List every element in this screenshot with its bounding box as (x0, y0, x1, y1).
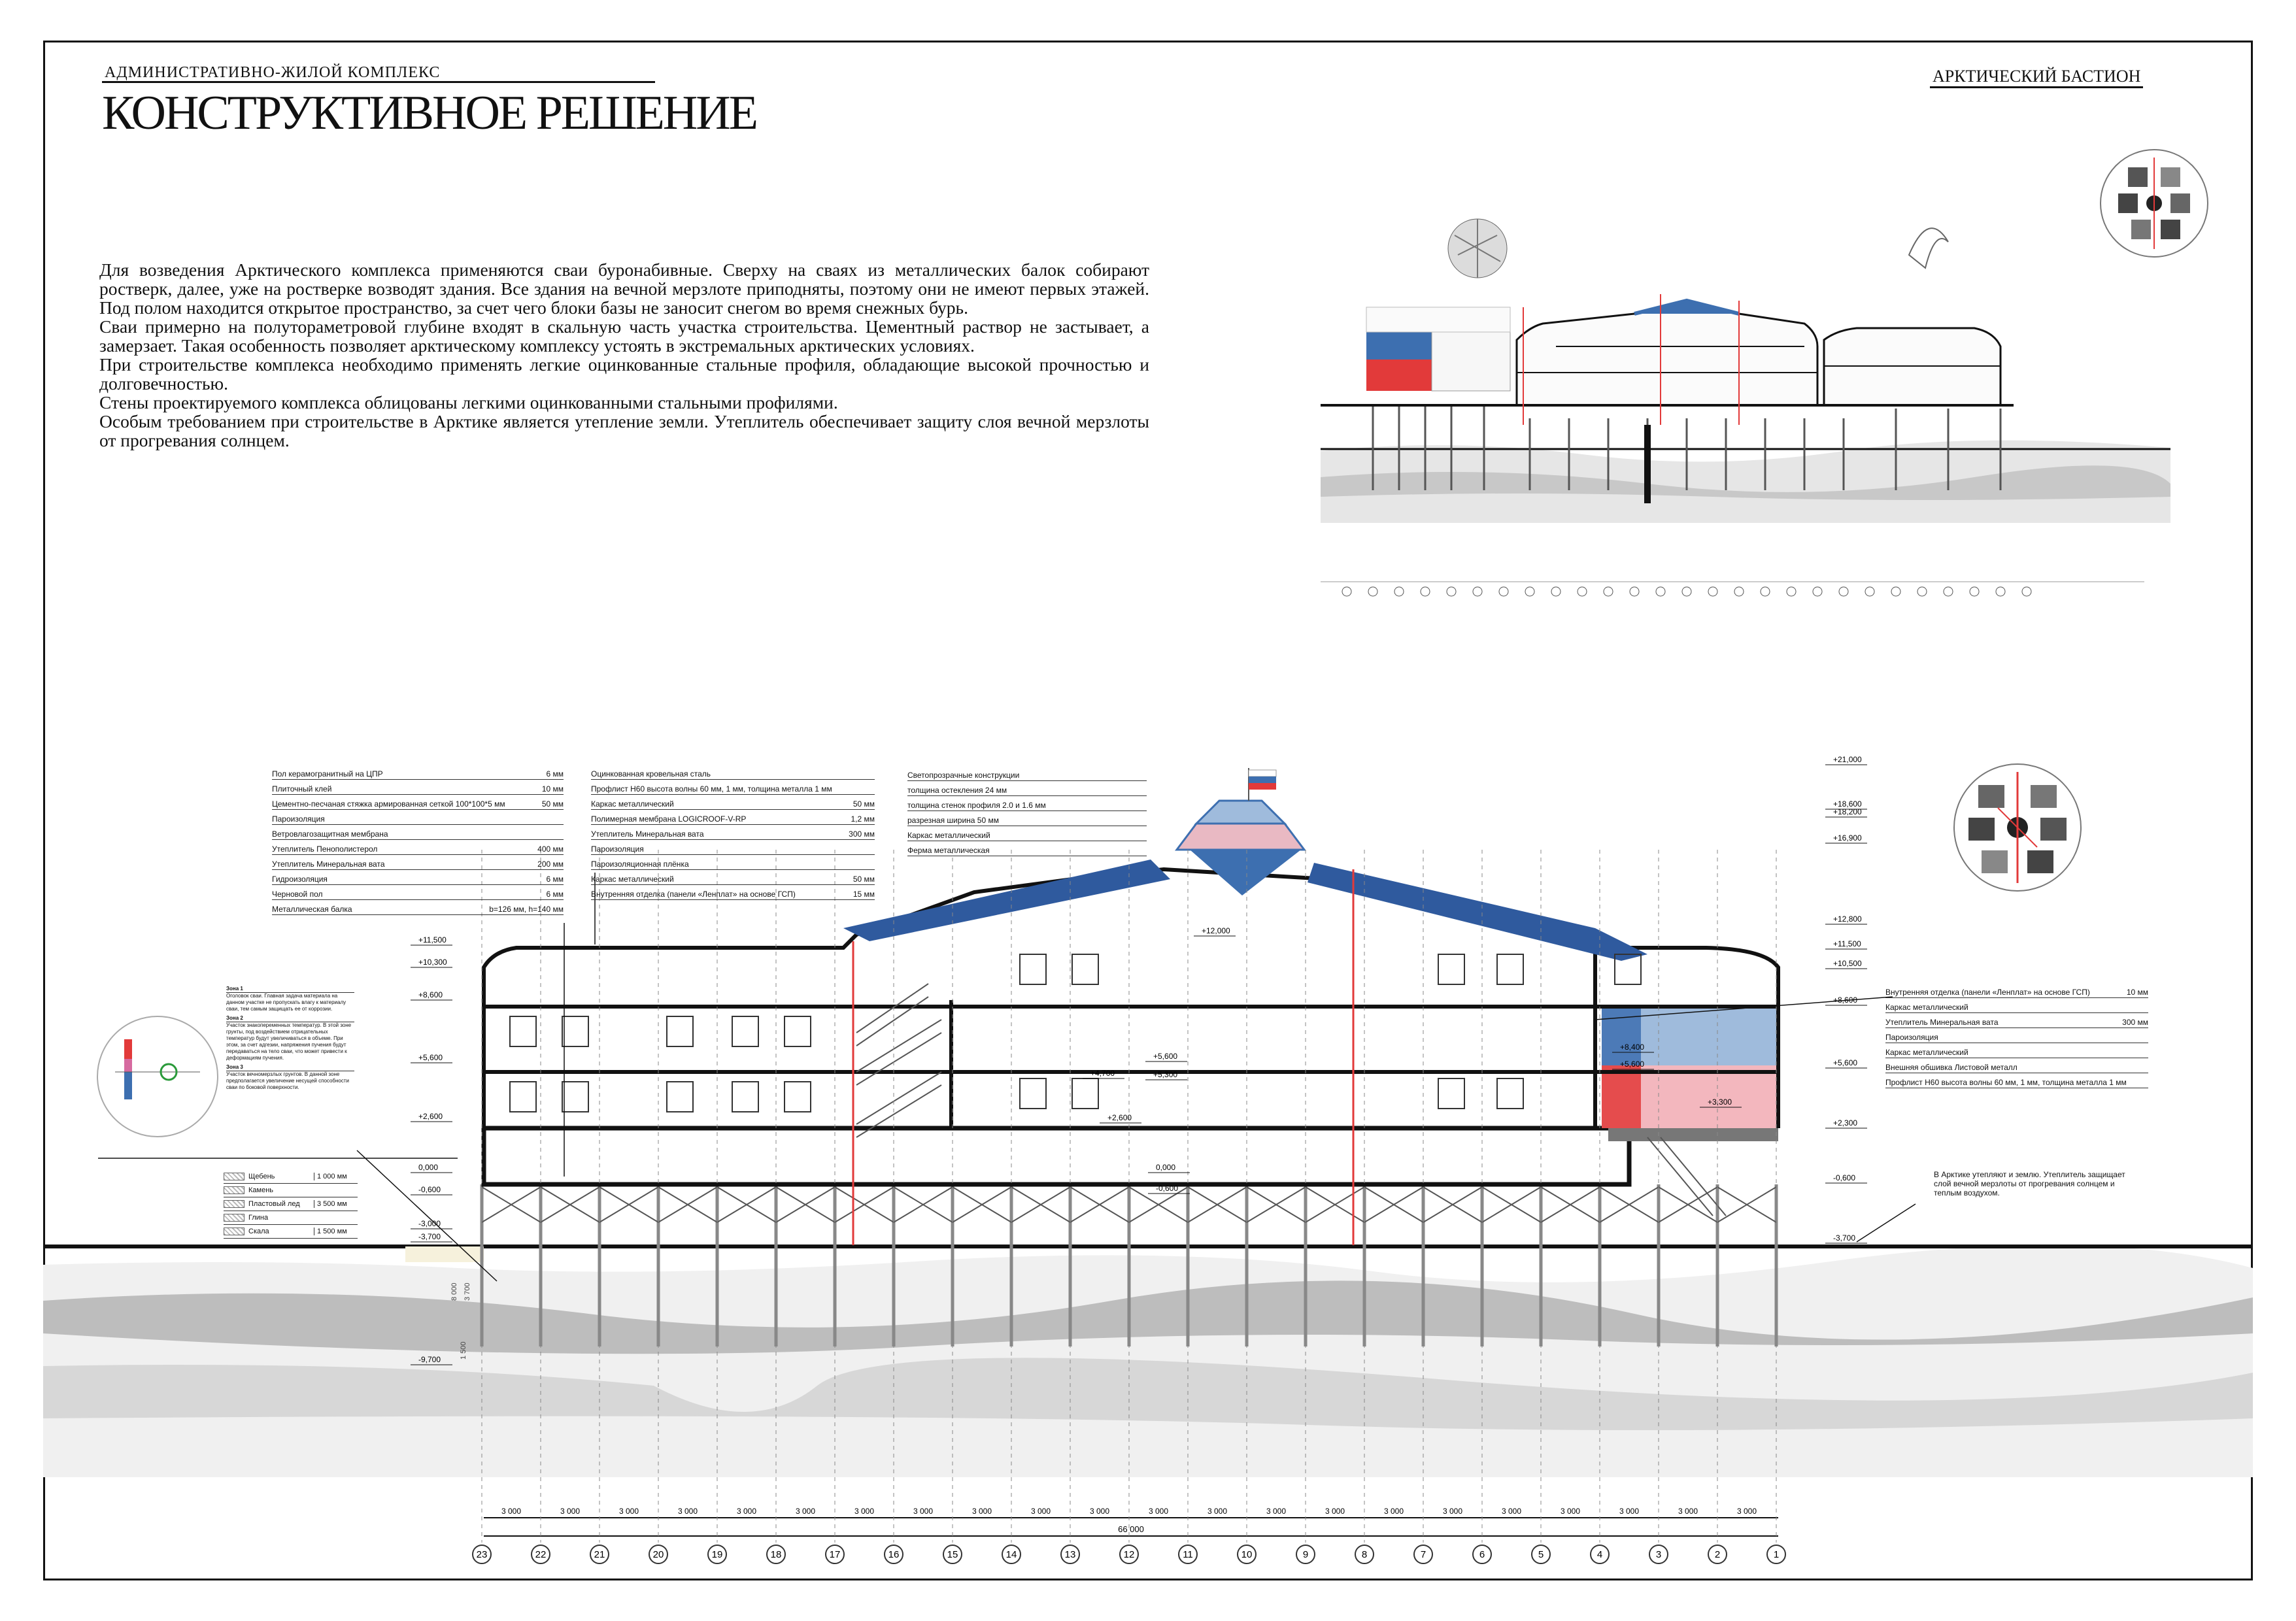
spec-item-value: 10 мм (2126, 988, 2148, 997)
window (1438, 1078, 1464, 1109)
soil-swatch (224, 1173, 245, 1180)
level-label: -3,000 (418, 1219, 441, 1228)
level-label: +21,000 (1833, 755, 1862, 764)
spacing-label: 3 000 (1089, 1507, 1110, 1516)
level-label: +2,600 (418, 1112, 443, 1121)
spacing-label: 3 000 (618, 1507, 639, 1516)
spec-item-name: Плиточный клей (272, 784, 332, 794)
spec-row (591, 795, 875, 810)
spec-item-value: 1,2 мм (851, 814, 875, 824)
grid-axis-label: 18 (770, 1549, 782, 1560)
soil-row (224, 1197, 358, 1211)
grid-axis-label: 2 (1714, 1549, 1721, 1560)
description-paragraph: При строительстве комплекса необходимо применять легкие оцинкованные стальные профиля, обладающие высокой прочностью и долговечностью. (99, 354, 1149, 393)
grid-axis-label: 8 (1361, 1549, 1368, 1560)
spec-row (272, 765, 564, 780)
spec-item-name: Пол керамогранитный на ЦПР (272, 769, 383, 778)
level-label: +10,300 (418, 958, 447, 967)
window (1072, 1078, 1098, 1109)
level-label: +18,600 (1833, 799, 1862, 809)
spec-row (591, 765, 875, 780)
soil-name: Камень (248, 1186, 274, 1194)
soil-name: Глина (248, 1214, 269, 1222)
soil-dim-label: 8 000 (450, 1282, 458, 1301)
description-paragraph: Стены проектируемого комплекса облицованы легкими оцинкованными стальными профилями. (99, 392, 838, 412)
level-label: +2,600 (1107, 1113, 1132, 1122)
soil-name: Пластовый лед (248, 1200, 300, 1208)
soil-row (224, 1211, 358, 1225)
window (1020, 954, 1046, 984)
pile-truss-brace (953, 1187, 1011, 1222)
level-label: +8,600 (1833, 995, 1858, 1005)
soil-row (224, 1184, 358, 1197)
soil-swatch (224, 1214, 245, 1222)
window (1497, 1078, 1523, 1109)
spacing-label: 3 000 (1442, 1507, 1463, 1516)
spec-item-name: толщина стенок профиля 2.0 и 1.6 мм (907, 801, 1046, 810)
level-label: -0,600 (1156, 1184, 1179, 1193)
soil-swatch (224, 1228, 245, 1235)
zone-title: Зона 2 (226, 1015, 354, 1022)
spec-item-name: Черновой пол (272, 890, 323, 899)
grid-axis-label: 13 (1064, 1549, 1076, 1560)
grid-axis-label: 19 (711, 1549, 723, 1560)
spec-item-value: 15 мм (853, 890, 875, 899)
pile-truss-brace (1600, 1187, 1659, 1222)
spec-row (591, 780, 875, 795)
spec-row (1885, 1058, 2148, 1073)
soil-legend (224, 1170, 358, 1239)
spec-item-name: Утеплитель Минеральная вата (591, 829, 704, 839)
window (562, 1082, 588, 1112)
spec-item-value: 50 мм (541, 799, 564, 809)
spec-item-name: Пароизоляция (1885, 1033, 1938, 1042)
spacing-label: 3 000 (1736, 1507, 1757, 1516)
level-label: +5,600 (418, 1053, 443, 1062)
window (785, 1016, 811, 1046)
spacing-label: 3 000 (1148, 1507, 1169, 1516)
zone-text: Оголовок сваи. Главная задача материала на данном участке не пропускать влагу к материалу сваи, тем самым защищать ее от коррозии. (226, 993, 346, 1012)
spec-item-name: Светопрозрачные конструкции (907, 771, 1020, 780)
spec-wall-table (1885, 983, 2148, 1088)
spec-item-name: Полимерная мембрана LOGICROOF-V-RP (591, 814, 747, 824)
spec-row (272, 900, 564, 915)
spacing-label: 3 000 (913, 1507, 934, 1516)
spec-item-value: 200 мм (537, 860, 564, 869)
spec-item-value: 6 мм (546, 769, 564, 778)
spec-row (591, 870, 875, 885)
spec-item-value: 10 мм (541, 784, 564, 794)
spec-row (907, 841, 1147, 856)
spec-row (1885, 998, 2148, 1013)
spec-item-name: Внутренняя отделка (панели «Ленплат» на основе ГСП) (591, 890, 796, 899)
window (732, 1082, 758, 1112)
spec-item-name: Оцинкованная кровельная сталь (591, 769, 711, 778)
grid-axis-label: 4 (1596, 1549, 1603, 1560)
spec-item-name: разрезная ширина 50 мм (907, 816, 999, 825)
pile-truss-brace (1070, 1187, 1129, 1222)
spec-row (1885, 1043, 2148, 1058)
spec-row (1885, 1028, 2148, 1043)
spec-row (1885, 983, 2148, 998)
level-label: +5,600 (1620, 1060, 1645, 1069)
spec-item-value: 400 мм (537, 844, 564, 854)
window (785, 1082, 811, 1112)
spec-item-name: Утеплитель Минеральная вата (1885, 1018, 1999, 1027)
spacing-label: 3 000 (1030, 1507, 1051, 1516)
spec-item-name: Каркас металлический (1885, 1048, 1968, 1057)
spacing-label: 3 000 (854, 1507, 875, 1516)
grid-axis-label: 15 (947, 1549, 958, 1560)
soil-name: Скала (248, 1228, 269, 1235)
level-label: +11,500 (418, 935, 447, 944)
spec-item-name: Каркас металлический (1885, 1003, 1968, 1012)
zone-title: Зона 3 (226, 1064, 354, 1071)
grid-axis-label: 1 (1773, 1549, 1780, 1560)
window (1020, 1078, 1046, 1109)
soil-value: 1 500 мм (314, 1228, 358, 1235)
window (1438, 954, 1464, 984)
window (667, 1016, 693, 1046)
spacing-label: 3 000 (560, 1507, 581, 1516)
soil-value: 1 000 мм (314, 1173, 358, 1180)
description-paragraph: Сваи примерно на полутораметровой глубине входят в скальную часть участка строительства. Цементный раствор не застывает, а замерзает. Такая особенность позволяет арктическому комплексу устоять в экстремальных арктических условиях. (99, 316, 1149, 356)
pile-truss-brace (1011, 1187, 1070, 1222)
spec-row (272, 780, 564, 795)
spec-item-value: 6 мм (546, 875, 564, 884)
spec-roof-table (591, 765, 875, 900)
level-label: +4,700 (1090, 1069, 1115, 1078)
window (510, 1082, 536, 1112)
level-label: -3,700 (1833, 1233, 1856, 1243)
pile-truss-brace (776, 1187, 835, 1222)
spec-row (907, 811, 1147, 826)
spec-item-name: Пароизоляция (591, 844, 644, 854)
spacing-label: 3 000 (1266, 1507, 1287, 1516)
pile-truss-brace (1423, 1187, 1482, 1222)
pile-truss-brace (1659, 1187, 1717, 1222)
spec-item-name: Пароизоляция (272, 814, 325, 824)
level-label: +5,600 (1153, 1052, 1178, 1061)
spacing-label: 3 000 (677, 1507, 698, 1516)
spec-item-name: Ветровлагозащитная мембрана (272, 829, 388, 839)
soil-swatch (224, 1186, 245, 1194)
pile-truss-brace (1541, 1187, 1600, 1222)
pile-truss-brace (1482, 1187, 1541, 1222)
spec-row (907, 796, 1147, 811)
level-label: -3,700 (418, 1232, 441, 1241)
grid-axis-label: 20 (652, 1549, 664, 1560)
level-label: +3,300 (1708, 1097, 1732, 1107)
spec-item-value: 50 мм (853, 875, 875, 884)
spec-item-name: толщина остекления 24 мм (907, 786, 1007, 795)
ground-insulation-note: В Арктике утепляют и землю. Утеплитель защищает слой вечной мерзлоты от прогревания солнцем и теплым воздухом. (1934, 1170, 2125, 1197)
soil-row (224, 1225, 358, 1239)
spec-row (591, 825, 875, 840)
spec-row (272, 870, 564, 885)
pile-truss-brace (541, 1187, 599, 1222)
grid-axis-label: 9 (1302, 1549, 1309, 1560)
spec-row (272, 825, 564, 840)
grid-axis-label: 14 (1005, 1549, 1017, 1560)
level-label: +8,400 (1620, 1043, 1645, 1052)
spec-row (907, 766, 1147, 781)
window (1497, 954, 1523, 984)
spec-item-name: Каркас металлический (907, 831, 990, 840)
window (510, 1016, 536, 1046)
description-paragraph: Особым требованием при строительстве в Арктике является утепление земли. Утеплитель обеспечивает защиту слоя вечной мерзлоты от прогревания солнцем. (99, 411, 1149, 450)
level-label: +16,900 (1833, 833, 1862, 843)
zone-title: Зона 1 (226, 986, 354, 993)
level-label: +12,800 (1833, 914, 1862, 924)
spec-item-name: Каркас металлический (591, 875, 674, 884)
spacing-label: 3 000 (1678, 1507, 1698, 1516)
spec-row (907, 781, 1147, 796)
description-paragraph: Для возведения Арктического комплекса применяются сваи буронабивные. Сверху на сваях из металлических балок собирают ростверк, далее, уже на ростверке возводят здания. Все здания на вечной мерзлоте приподняты, поэтому они не имеют первых этажей. Под полом находится открытое пространство, за счет чего блоки базы не заносит снегом во время снежных бурь. (99, 259, 1149, 318)
grid-axis-label: 21 (594, 1549, 605, 1560)
level-label: +12,000 (1202, 926, 1230, 935)
spec-row (907, 826, 1147, 841)
spec-item-name: Металлическая балка (272, 905, 352, 914)
spec-row (591, 810, 875, 825)
spec-item-name: Профлист Н60 высота волны 60 мм, 1 мм, толщина металла 1 мм (1885, 1078, 2127, 1087)
window (562, 1016, 588, 1046)
pile-truss-brace (482, 1187, 541, 1222)
pile-truss-brace (1306, 1187, 1364, 1222)
spec-item-name: Утеплитель Пенополистерол (272, 844, 378, 854)
pile-truss-brace (658, 1187, 717, 1222)
grid-axis-label: 23 (476, 1549, 488, 1560)
pile-truss-brace (1364, 1187, 1423, 1222)
level-label: +11,500 (1833, 939, 1861, 948)
soil-row (224, 1170, 358, 1184)
level-label: -9,700 (418, 1355, 441, 1364)
pile-zones-legend (226, 983, 354, 1091)
level-label: 0,000 (1156, 1163, 1176, 1172)
pile-truss-brace (717, 1187, 776, 1222)
level-label: +2,300 (1833, 1118, 1858, 1128)
spacing-label: 3 000 (1619, 1507, 1640, 1516)
spec-item-name: Утеплитель Минеральная вата (272, 860, 385, 869)
window (667, 1082, 693, 1112)
spec-row (591, 885, 875, 900)
spec-row (591, 855, 875, 870)
grid-axis-label: 5 (1538, 1549, 1544, 1560)
spec-item-value: 6 мм (546, 890, 564, 899)
spacing-label: 3 000 (736, 1507, 757, 1516)
grid-axis-label: 6 (1479, 1549, 1485, 1560)
spec-item-name: Гидроизоляция (272, 875, 328, 884)
spec-item-name: Внутренняя отделка (панели «Ленплат» на основе ГСП) (1885, 988, 2090, 997)
spacing-label: 3 000 (1501, 1507, 1522, 1516)
project-name: АРКТИЧЕСКИЙ БАСТИОН (1933, 67, 2141, 86)
spec-glass-table (907, 766, 1147, 856)
pile-truss-brace (599, 1187, 658, 1222)
spec-row (272, 795, 564, 810)
pile-truss-brace (1247, 1187, 1306, 1222)
level-label: +18,200 (1833, 807, 1862, 816)
soil-dim-label: 1 500 (460, 1341, 467, 1360)
pile-truss-brace (894, 1187, 953, 1222)
spec-item-value: 300 мм (2122, 1018, 2148, 1027)
window (732, 1016, 758, 1046)
level-label: -0,600 (418, 1185, 441, 1194)
spec-item-name: Ферма металлическая (907, 846, 990, 855)
pile-truss-brace (835, 1187, 894, 1222)
spec-item-name: Профлист Н60 высота волны 60 мм, 1 мм, толщина металла 1 мм (591, 784, 832, 794)
zone-text: Участок знакопеременных температур. В этой зоне грунты, под воздействием отрицательных температур будут увеличиваться в объеме. При этом, за счет адгезии, напряжения пучения будут передаваться на тело сваи, что может привести к деформациям пучения. (226, 1022, 352, 1061)
pile-truss-brace (1717, 1187, 1776, 1222)
sheet-title: КОНСТРУКТИВНОЕ РЕШЕНИЕ (102, 86, 756, 140)
grid-axis-label: 22 (535, 1549, 547, 1560)
level-label: -0,600 (1833, 1173, 1856, 1182)
grid-axis-label: 7 (1420, 1549, 1427, 1560)
spec-row (272, 885, 564, 900)
spec-item-name: Внешняя обшивка Листовой металл (1885, 1063, 2017, 1072)
spacing-label: 3 000 (1325, 1507, 1345, 1516)
spec-item-value: 50 мм (853, 799, 875, 809)
grid-axis-label: 10 (1241, 1549, 1253, 1560)
zone-text: Участок вечномерзлых грунтов. В данной зоне предполагается увеличение несущей способности сваи по боковой поверхности. (226, 1071, 350, 1090)
spacing-label: 3 000 (1383, 1507, 1404, 1516)
spacing-label: 3 000 (1560, 1507, 1581, 1516)
level-label: +5,600 (1833, 1058, 1858, 1067)
level-label: 0,000 (418, 1163, 439, 1172)
spec-row (1885, 1073, 2148, 1088)
spec-row (272, 840, 564, 855)
soil-dim-label: 3 700 (464, 1282, 471, 1301)
spec-item-value: b=126 мм, h=140 мм (489, 905, 564, 914)
spec-floor-table (272, 765, 564, 915)
soil-swatch (224, 1200, 245, 1208)
grid-axis-label: 3 (1655, 1549, 1662, 1560)
spec-item-value: 300 мм (849, 829, 875, 839)
sheet-subtitle: АДМИНИСТРАТИВНО-ЖИЛОЙ КОМПЛЕКС (105, 64, 441, 81)
spacing-label: 3 000 (501, 1507, 522, 1516)
total-dimension: 66 000 (1118, 1524, 1144, 1534)
soil-name: Щебень (248, 1173, 275, 1180)
spec-row (272, 855, 564, 870)
spacing-label: 3 000 (795, 1507, 816, 1516)
grid-axis-label: 12 (1123, 1549, 1135, 1560)
pile-truss-brace (1188, 1187, 1247, 1222)
spec-row (1885, 1013, 2148, 1028)
grid-axis-label: 16 (888, 1549, 900, 1560)
soil-value: 3 500 мм (314, 1200, 358, 1208)
grid-axis-label: 17 (829, 1549, 841, 1560)
spec-item-name: Цементно-песчаная стяжка армированная сеткой 100*100*5 мм (272, 799, 505, 809)
level-label: +8,600 (418, 990, 443, 999)
spacing-label: 3 000 (971, 1507, 992, 1516)
spec-row (591, 840, 875, 855)
spec-item-name: Каркас металлический (591, 799, 674, 809)
spacing-label: 3 000 (1207, 1507, 1228, 1516)
window (1072, 954, 1098, 984)
grid-axis-label: 11 (1183, 1549, 1193, 1560)
spec-row (272, 810, 564, 825)
spec-item-name: Пароизоляционная плёнка (591, 860, 689, 869)
level-label: +10,500 (1833, 959, 1862, 968)
level-label: +5,300 (1153, 1070, 1178, 1079)
